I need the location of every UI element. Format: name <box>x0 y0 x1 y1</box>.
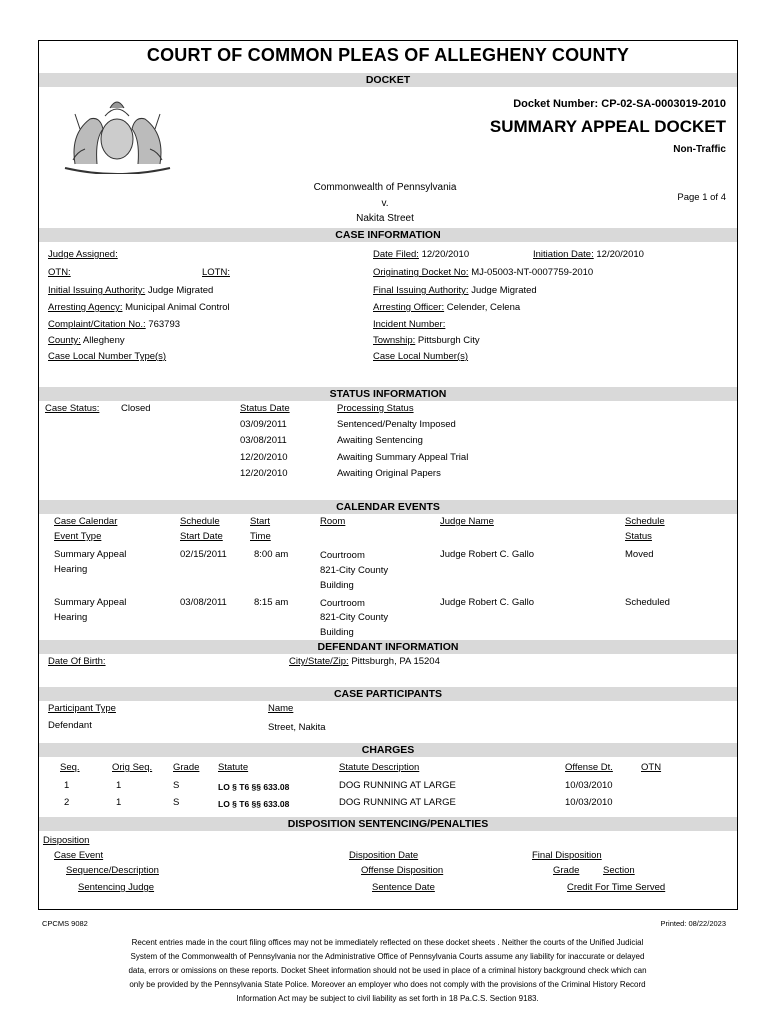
calendar-start-date: 02/15/2011 <box>180 549 227 560</box>
complaint-label: Complaint/Citation No.: <box>48 319 146 330</box>
docket-subtype: Non-Traffic <box>673 144 726 155</box>
calendar-header-status-1: Schedule <box>625 516 665 527</box>
calendar-room: Building <box>320 627 354 638</box>
final-authority-label: Final Issuing Authority: <box>373 285 469 296</box>
township-row <box>373 335 480 347</box>
calendar-status: Scheduled <box>625 597 670 608</box>
status-date: 03/08/2011 <box>240 435 287 446</box>
initiation-date-row <box>533 249 644 261</box>
calendar-start-time: 8:00 am <box>254 549 289 560</box>
calendar-header-room: Room <box>320 516 346 527</box>
county-value: Allegheny <box>82 335 125 346</box>
charge-offense-date: 10/03/2010 <box>565 780 613 791</box>
final-disposition-label: Final Disposition <box>532 850 602 861</box>
disclaimer-line: Information Act may be subject to civil liability as set forth in 18 Pa.C.S. Section 9183. <box>236 994 539 1003</box>
charge-statute: LO § T6 §§ 633.08 <box>218 799 290 809</box>
caption-plaintiff: Commonwealth of Pennsylvania <box>313 182 457 193</box>
calendar-header-status-2: Status <box>625 531 652 542</box>
charges-header-offense-date: Offense Dt. <box>565 762 613 773</box>
date-filed-label: Date Filed: <box>373 249 419 260</box>
lotn-label: LOTN: <box>202 267 230 278</box>
arresting-agency-value: Municipal Animal Control <box>125 302 230 313</box>
participant-name: Street, Nakita <box>268 722 326 733</box>
calendar-header-start-1: Start <box>250 516 271 527</box>
date-filed-row <box>373 249 469 261</box>
disclaimer-line: data, errors or omissions on these reports. Docket Sheet information should not be used in place of a criminal history background check which can <box>128 966 647 975</box>
charges-header-seq: Seq. <box>60 762 80 773</box>
processing-status-header: Processing Status <box>337 403 414 414</box>
judge-assigned-label: Judge Assigned: <box>48 249 118 260</box>
date-filed-value: 12/20/2010 <box>421 249 470 260</box>
disclaimer <box>85 936 690 1006</box>
charge-seq: 1 <box>64 780 70 791</box>
sequence-description-label: Sequence/Description <box>66 865 159 876</box>
status-date: 12/20/2010 <box>240 468 288 479</box>
case-event-label: Case Event <box>54 850 104 861</box>
originating-docket-label: Originating Docket No: <box>373 267 469 278</box>
calendar-header-event-1: Case Calendar <box>54 516 118 527</box>
status-info-bar: STATUS INFORMATION <box>39 387 737 401</box>
docket-type: SUMMARY APPEAL DOCKET <box>489 117 726 136</box>
caption-v: v. <box>381 198 389 209</box>
calendar-room: 821-City County <box>320 612 389 623</box>
calendar-events-bar: CALENDAR EVENTS <box>39 500 737 514</box>
pennsylvania-seal-icon <box>55 94 180 174</box>
arresting-agency-row <box>48 302 230 314</box>
charge-seq: 2 <box>64 797 70 808</box>
page-number: Page 1 of 4 <box>677 192 726 203</box>
charge-description: DOG RUNNING AT LARGE <box>339 797 456 808</box>
calendar-room: Courtroom <box>320 598 365 609</box>
charges-header-grade: Grade <box>173 762 200 773</box>
charges-header-description: Statute Description <box>339 762 420 773</box>
status-date: 12/20/2010 <box>240 452 288 463</box>
calendar-event-type: Hearing <box>54 564 88 575</box>
dob-label: Date Of Birth: <box>48 656 106 667</box>
participant-type-header: Participant Type <box>48 703 116 714</box>
initiation-date-value: 12/20/2010 <box>596 249 644 260</box>
calendar-header-judge: Judge Name <box>440 516 494 527</box>
local-number-type-label: Case Local Number Type(s) <box>48 351 167 362</box>
otn-label: OTN: <box>48 267 71 278</box>
caption-defendant: Nakita Street <box>356 213 414 224</box>
processing-status: Awaiting Sentencing <box>337 435 423 446</box>
charge-orig-seq: 1 <box>116 797 122 808</box>
calendar-judge: Judge Robert C. Gallo <box>440 597 534 608</box>
arresting-agency-label: Arresting Agency: <box>48 302 123 313</box>
initial-authority-label: Initial Issuing Authority: <box>48 285 146 296</box>
city-state-zip-value: Pittsburgh, PA 15204 <box>351 656 440 667</box>
calendar-judge: Judge Robert C. Gallo <box>440 549 534 560</box>
case-info-bar: CASE INFORMATION <box>39 228 737 242</box>
complaint-value: 763793 <box>148 319 181 330</box>
participant-name-header: Name <box>268 703 294 714</box>
calendar-header-event-2: Event Type <box>54 531 102 542</box>
final-authority-row <box>373 285 537 297</box>
final-authority-value: Judge Migrated <box>471 285 537 296</box>
participant-type: Defendant <box>48 720 92 731</box>
city-state-zip-row <box>289 656 440 668</box>
calendar-event-type: Summary Appeal <box>54 549 127 560</box>
court-title: COURT OF COMMON PLEAS OF ALLEGHENY COUNTY <box>146 45 630 65</box>
calendar-event-type: Hearing <box>54 612 88 623</box>
initial-authority-value: Judge Migrated <box>147 285 214 296</box>
printed-date: Printed: 08/22/2023 <box>660 919 726 928</box>
charges-header-orig-seq: Orig Seq. <box>112 762 153 773</box>
sentence-date-label: Sentence Date <box>372 882 435 893</box>
calendar-room: 821-City County <box>320 565 389 576</box>
calendar-room: Building <box>320 580 354 591</box>
calendar-start-date: 03/08/2011 <box>180 597 227 608</box>
city-state-zip-label: City/State/Zip: <box>289 656 349 667</box>
defendant-info-bar: DEFENDANT INFORMATION <box>39 640 737 654</box>
disposition-date-label: Disposition Date <box>349 850 419 861</box>
charges-header-statute: Statute <box>218 762 249 773</box>
status-date: 03/09/2011 <box>240 419 287 430</box>
calendar-header-schedule-2: Start Date <box>180 531 223 542</box>
township-value: Pittsburgh City <box>417 335 480 346</box>
charge-grade: S <box>173 797 180 808</box>
county-row <box>48 335 125 347</box>
processing-status: Sentenced/Penalty Imposed <box>337 419 456 430</box>
township-label: Township: <box>373 335 416 346</box>
calendar-start-time: 8:15 am <box>254 597 289 608</box>
section-label: Section <box>603 865 635 876</box>
charge-orig-seq: 1 <box>116 780 122 791</box>
arresting-officer-row <box>373 302 520 314</box>
county-label: County: <box>48 335 81 346</box>
calendar-room: Courtroom <box>320 550 365 561</box>
disclaimer-line: System of the Commonwealth of Pennsylvania nor the Administrative Office of Pennsylvania Courts assume any liability for inaccurate or delayed <box>130 952 645 961</box>
case-participants-bar: CASE PARTICIPANTS <box>39 687 737 701</box>
disposition-label: Disposition <box>43 835 90 846</box>
originating-docket-value: MJ-05003-NT-0007759-2010 <box>471 267 594 278</box>
processing-status: Awaiting Summary Appeal Trial <box>337 452 469 463</box>
case-status-label: Case Status: <box>45 403 100 414</box>
credit-time-served-label: Credit For Time Served <box>567 882 666 893</box>
disposition-bar: DISPOSITION SENTENCING/PENALTIES <box>39 817 737 831</box>
offense-disposition-label: Offense Disposition <box>361 865 444 876</box>
grade-label: Grade <box>553 865 580 876</box>
charge-description: DOG RUNNING AT LARGE <box>339 780 456 791</box>
sentencing-judge-label: Sentencing Judge <box>78 882 155 893</box>
arresting-officer-value: Celender, Celena <box>446 302 521 313</box>
case-status-value: Closed <box>121 403 151 414</box>
form-number: CPCMS 9082 <box>42 919 88 928</box>
calendar-header-start-2: Time <box>250 531 271 542</box>
disclaimer-line: Recent entries made in the court filing offices may not be immediately reflected on these docket sheets . Neither the courts of the Unified Judicial <box>131 938 644 947</box>
charges-bar: CHARGES <box>39 743 737 757</box>
calendar-status: Moved <box>625 549 654 560</box>
arresting-officer-label: Arresting Officer: <box>373 302 445 313</box>
disclaimer-line: only be provided by the Pennsylvania State Police. Moreover an employer who does not comply with the provisions of the Criminal History Record <box>129 980 646 989</box>
docket-number: Docket Number: CP-02-SA-0003019-2010 <box>513 98 726 110</box>
incident-number-label: Incident Number: <box>373 319 446 330</box>
originating-docket-row <box>373 267 593 279</box>
docket-bar: DOCKET <box>39 73 737 87</box>
charge-statute: LO § T6 §§ 633.08 <box>218 782 290 792</box>
status-date-header: Status Date <box>240 403 290 414</box>
complaint-row <box>48 319 180 331</box>
initial-authority-row <box>48 285 213 297</box>
calendar-event-type: Summary Appeal <box>54 597 127 608</box>
initiation-date-label: Initiation Date: <box>533 249 594 260</box>
processing-status: Awaiting Original Papers <box>337 468 441 479</box>
charge-grade: S <box>173 780 180 791</box>
local-numbers-label: Case Local Number(s) <box>373 351 469 362</box>
calendar-header-schedule-1: Schedule <box>180 516 220 527</box>
charge-offense-date: 10/03/2010 <box>565 797 613 808</box>
charges-header-otn: OTN <box>641 762 662 773</box>
